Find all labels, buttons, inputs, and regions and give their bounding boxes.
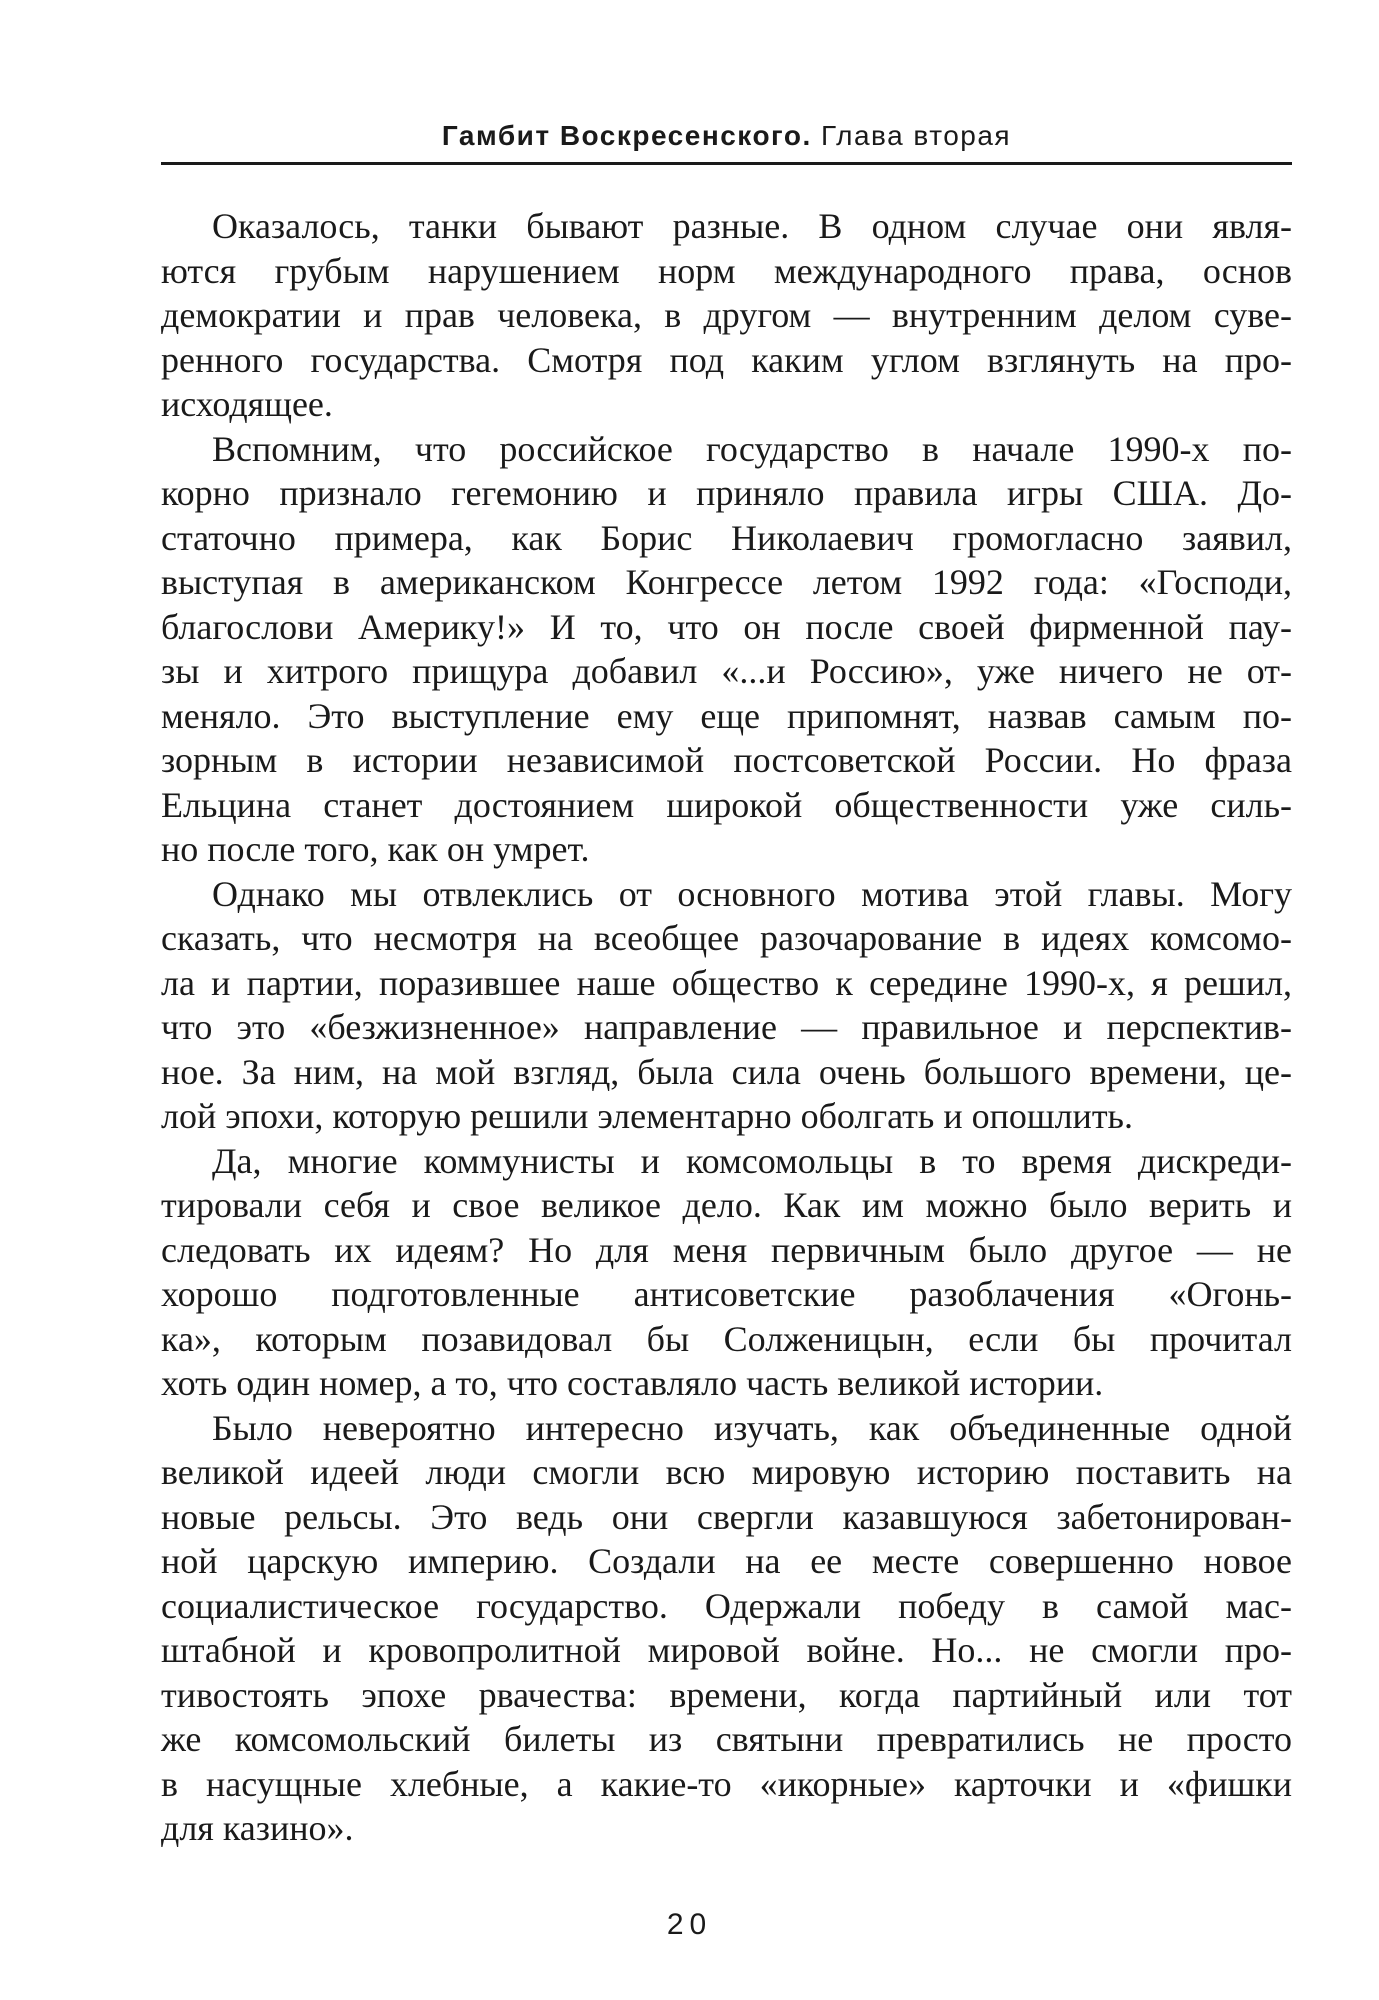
text-line: Оказалось, танки бывают разные. В одном случае они явля- bbox=[212, 206, 1292, 246]
text-line: ла и партии, поразившее наше общество к середине 1990-х, я решил, bbox=[161, 962, 1292, 1003]
text-line: ются грубым нарушением норм международного права, основ bbox=[161, 250, 1292, 291]
paragraph bbox=[161, 204, 1292, 427]
text-line: Было невероятно интересно изучать, как объединенные одной bbox=[212, 1407, 1292, 1448]
book-title: Гамбит Воскресенского. bbox=[441, 120, 812, 151]
text-line: новые рельсы. Это ведь они свергли казавшуюся забетонирован- bbox=[161, 1496, 1292, 1537]
text-line: исходящее. bbox=[161, 384, 333, 424]
text-line: для казино». bbox=[161, 1808, 354, 1848]
text-line: зы и хитрого прищура добавил «...и Россию», уже ничего не от- bbox=[161, 651, 1292, 691]
text-line: но после того, как он умрет. bbox=[161, 829, 590, 869]
text-line: Да, многие коммунисты и комсомольцы в то время дискреди- bbox=[212, 1140, 1292, 1181]
text-line: благослови Америку!» И то, что он после своей фирменной пау- bbox=[161, 606, 1292, 647]
text-line: хоть один номер, а то, что составляло часть великой истории. bbox=[161, 1363, 1104, 1403]
paragraph bbox=[161, 1139, 1292, 1406]
text-line: штабной и кровопролитной мировой войне. Но... не смогли про- bbox=[161, 1630, 1292, 1670]
paragraph bbox=[161, 427, 1292, 872]
text-line: ное. За ним, на мой взгляд, была сила очень большого времени, це- bbox=[161, 1051, 1292, 1092]
paragraph bbox=[161, 872, 1292, 1139]
text-line: выступая в американском Конгрессе летом 1992 года: «Господи, bbox=[161, 562, 1292, 602]
text-line: же комсомольский билеты из святыни превратились не просто bbox=[161, 1719, 1292, 1759]
text-line: тировали себя и свое великое дело. Как им можно было верить и bbox=[161, 1185, 1292, 1225]
text-line: следовать их идеям? Но для меня первичным было другое — не bbox=[161, 1229, 1292, 1270]
body-text bbox=[161, 204, 1292, 1851]
text-line: ренного государства. Смотря под каким углом взглянуть на про- bbox=[161, 339, 1292, 380]
text-line: ной царскую империю. Создали на ее месте совершенно новое bbox=[161, 1541, 1292, 1581]
text-line: что это «безжизненное» направление — правильное и перспектив- bbox=[161, 1007, 1292, 1047]
text-line: корно признало гегемонию и приняло правила игры США. До- bbox=[161, 473, 1292, 513]
text-line: в насущные хлебные, а какие-то «икорные» карточки и «фишки bbox=[161, 1763, 1292, 1804]
chapter-title: Глава вторая bbox=[821, 120, 1012, 151]
text-line: социалистическое государство. Одержали победу в самой мас- bbox=[161, 1585, 1292, 1626]
text-line: Вспомним, что российское государство в начале 1990-х по- bbox=[212, 428, 1292, 469]
page-number: 20 bbox=[666, 1908, 713, 1941]
text-line: хорошо подготовленные антисоветские разоблачения «Огонь- bbox=[161, 1274, 1292, 1314]
text-line: лой эпохи, которую решили элементарно оболгать и опошлить. bbox=[161, 1096, 1133, 1136]
text-line: великой идеей люди смогли всю мировую историю поставить на bbox=[161, 1452, 1292, 1492]
header-rule bbox=[161, 162, 1292, 165]
text-line: Ельцина станет достоянием широкой общественности уже силь- bbox=[161, 784, 1292, 825]
text-line: меняло. Это выступление ему еще припомнят, назвав самым по- bbox=[161, 695, 1292, 736]
paragraph bbox=[161, 1406, 1292, 1851]
text-line: зорным в истории независимой постсоветской России. Но фраза bbox=[161, 740, 1292, 780]
text-line: статочно примера, как Борис Николаевич громогласно заявил, bbox=[161, 517, 1292, 558]
text-line: демократии и прав человека, в другом — внутренним делом суве- bbox=[161, 295, 1292, 335]
text-line: тивостоять эпохе рвачества: времени, когда партийный или тот bbox=[161, 1674, 1292, 1715]
text-line: ка», которым позавидовал бы Солженицын, если бы прочитал bbox=[161, 1318, 1292, 1359]
running-head bbox=[161, 118, 1292, 154]
text-line: сказать, что несмотря на всеобщее разочарование в идеях комсомо- bbox=[161, 918, 1292, 958]
text-line: Однако мы отвлеклись от основного мотива этой главы. Могу bbox=[212, 873, 1292, 914]
